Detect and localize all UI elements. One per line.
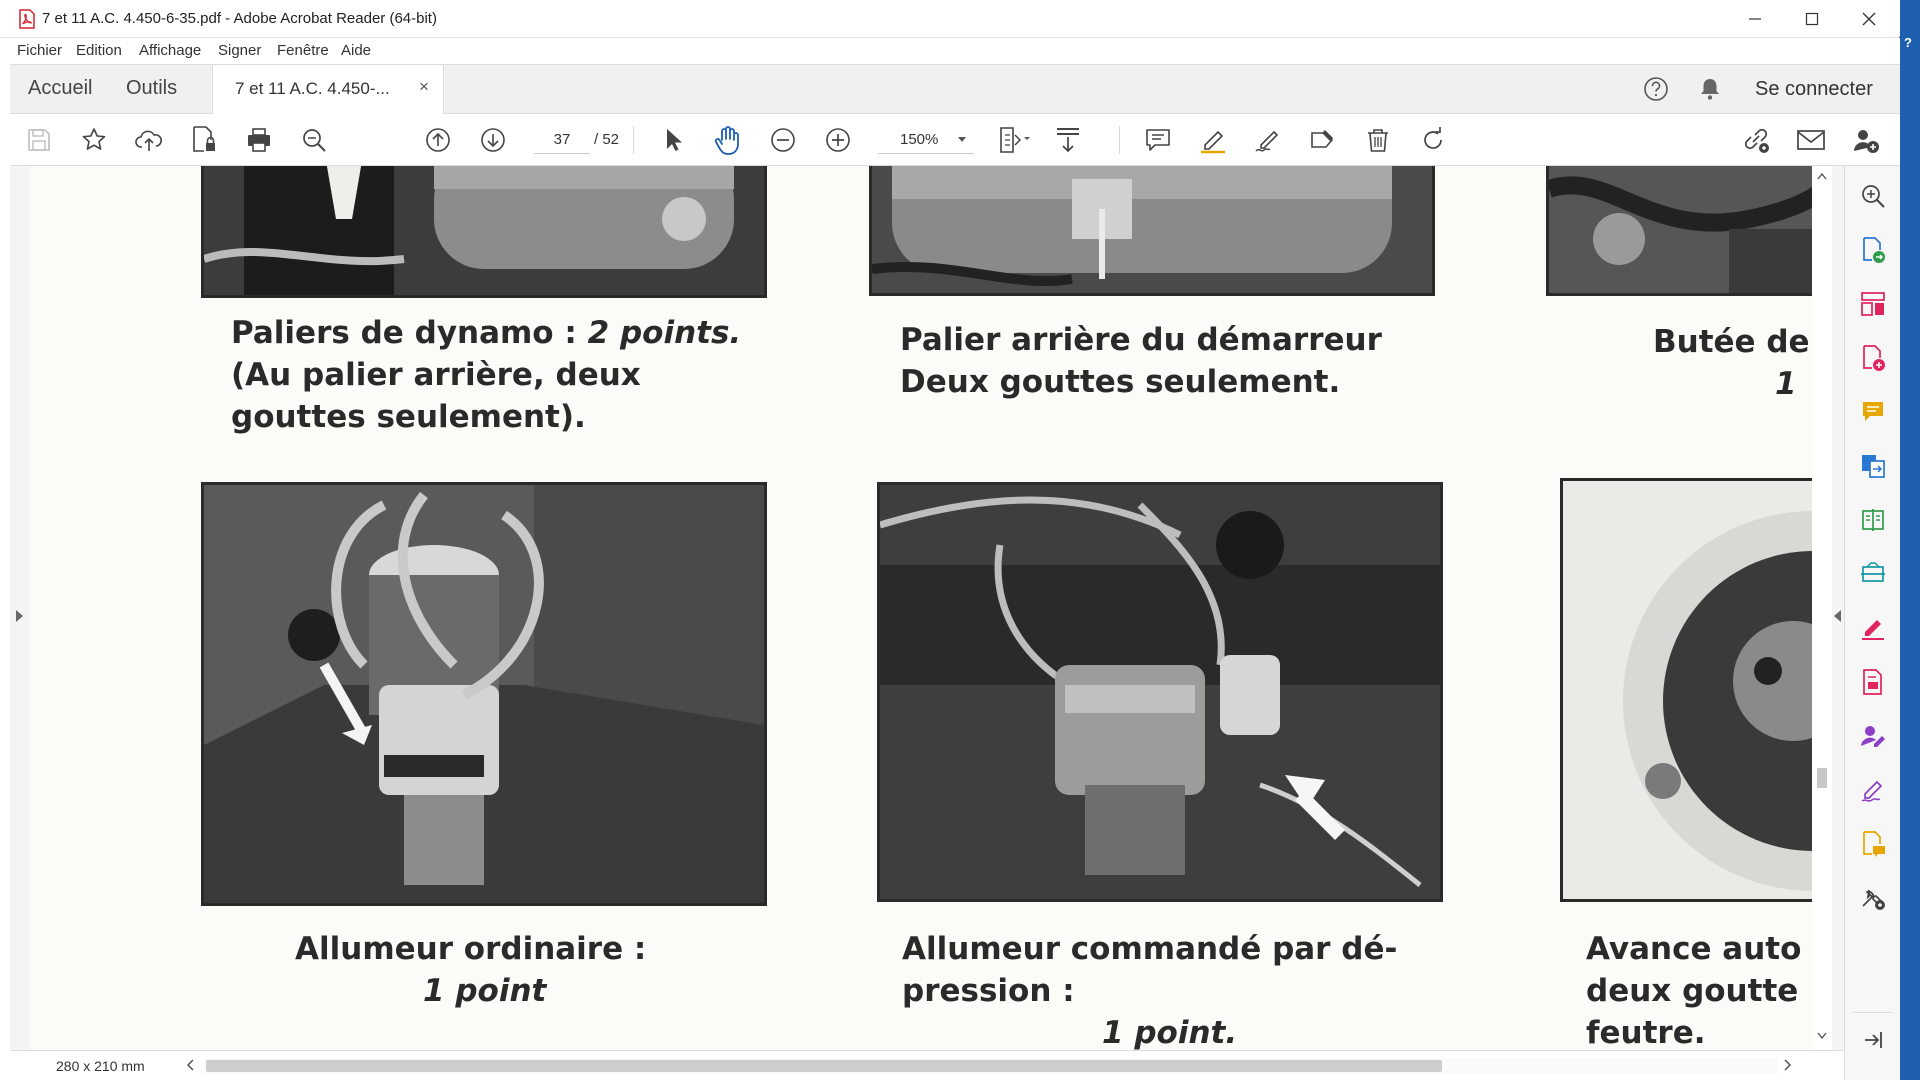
previous-page-icon[interactable]	[421, 123, 455, 157]
window-title: 7 et 11 A.C. 4.450-6-35.pdf - Adobe Acrobat Reader (64-bit)	[42, 10, 437, 27]
caption-dynamo-line3: gouttes seulement).	[231, 399, 586, 435]
scroll-up-icon[interactable]	[1817, 172, 1827, 180]
document-tab-label: 7 et 11 A.C. 4.450-...	[235, 79, 390, 98]
caption-dynamo	[231, 312, 741, 438]
notification-bell-icon[interactable]	[1696, 75, 1724, 103]
page-total: / 52	[594, 131, 620, 148]
close-window-button[interactable]	[1840, 0, 1898, 38]
photo-vacuum-distributor	[877, 482, 1443, 902]
caption-starter-line1: Palier arrière du démarreur	[900, 322, 1382, 358]
caption-ordinary-line1: Allumeur ordinaire :	[295, 931, 647, 967]
tab-accueil[interactable]: Accueil	[28, 77, 93, 99]
add-user-share-icon[interactable]	[1849, 123, 1883, 157]
caption-dynamo-line2: (Au palier arrière, deux	[231, 357, 641, 393]
right-panel-toggle[interactable]	[1832, 166, 1844, 1050]
redact-stamp-icon[interactable]	[1306, 123, 1340, 157]
caption-ordinary-line2: 1 point	[423, 973, 547, 1009]
bookmark-star-icon[interactable]	[77, 123, 111, 157]
caption-starter-line2: Deux gouttes seulement.	[900, 364, 1341, 400]
vertical-scrollbar[interactable]	[1812, 166, 1832, 1050]
caption-vacuum-line1: Allumeur commandé par dé-	[902, 931, 1398, 967]
zoom-out-icon[interactable]	[766, 123, 800, 157]
caption-clutch-line1: Butée de	[1653, 324, 1810, 360]
combine-files-icon[interactable]	[1857, 450, 1889, 482]
horizontal-scroll-thumb[interactable]	[206, 1060, 1442, 1072]
photo-starter	[869, 166, 1435, 296]
fill-sign-icon[interactable]	[1857, 612, 1889, 644]
menu-affichage[interactable]: Affichage	[139, 42, 202, 59]
photo-dynamo	[201, 166, 767, 298]
photo-auto-advance	[1560, 478, 1812, 902]
comment-icon[interactable]	[1857, 396, 1889, 428]
horizontal-scrollbar[interactable]	[178, 1056, 1804, 1076]
scroll-mode-icon[interactable]	[1051, 123, 1085, 157]
comment-icon[interactable]	[1141, 123, 1175, 157]
chevron-down-icon	[958, 137, 966, 142]
desktop-help-icon[interactable]: ?	[1898, 32, 1918, 52]
caption-clutch-line2: 1	[1775, 366, 1797, 402]
tab-document[interactable]	[212, 64, 444, 115]
caption-clutch	[1653, 321, 1810, 405]
caption-advance	[1586, 928, 1801, 1050]
vertical-scroll-thumb[interactable]	[1817, 768, 1827, 788]
caption-advance-line2: deux goutte	[1586, 973, 1799, 1009]
desktop-edge	[1900, 0, 1920, 1080]
share-link-icon[interactable]	[1739, 123, 1773, 157]
edit-pdf-icon[interactable]	[1857, 666, 1889, 698]
menu-fenetre[interactable]: Fenêtre	[277, 42, 329, 59]
next-page-icon[interactable]	[476, 123, 510, 157]
caption-dynamo-line1: Paliers de dynamo :	[231, 315, 588, 351]
minimize-button[interactable]	[1726, 0, 1784, 38]
page-size-label: 280 x 210 mm	[56, 1058, 145, 1074]
organize-pages-icon[interactable]	[1857, 288, 1889, 320]
scroll-right-icon[interactable]	[1784, 1059, 1792, 1071]
help-icon[interactable]	[1642, 75, 1670, 103]
rotate-icon[interactable]	[1416, 123, 1450, 157]
document-viewport[interactable]	[10, 166, 1844, 1050]
chevron-left-icon	[1834, 610, 1841, 622]
tab-outils[interactable]: Outils	[126, 77, 178, 99]
caption-advance-line1: Avance auto	[1586, 931, 1802, 967]
search-zoom-icon[interactable]	[1857, 180, 1889, 212]
main-toolbar	[10, 114, 1900, 166]
maximize-button[interactable]	[1783, 0, 1841, 38]
scan-ocr-icon[interactable]	[1857, 558, 1889, 590]
document-properties-icon[interactable]	[187, 123, 221, 157]
acrobat-pdf-icon	[18, 9, 36, 29]
caption-vacuum	[902, 928, 1397, 1050]
caption-vacuum-line2: pression :	[902, 973, 1075, 1009]
scroll-left-icon[interactable]	[186, 1059, 194, 1071]
email-icon[interactable]	[1794, 123, 1828, 157]
caption-ordinary	[295, 928, 646, 1012]
hand-tool-icon[interactable]	[711, 123, 745, 157]
certificate-sign-icon[interactable]	[1857, 774, 1889, 806]
cloud-upload-icon[interactable]	[132, 123, 166, 157]
delete-trash-icon[interactable]	[1361, 123, 1395, 157]
menu-signer[interactable]: Signer	[218, 42, 262, 59]
fit-page-icon[interactable]	[997, 123, 1031, 157]
pdf-page	[30, 166, 1812, 1050]
menu-edition[interactable]: Edition	[76, 42, 122, 59]
photo-ordinary-distributor	[201, 482, 767, 906]
save-icon[interactable]	[22, 123, 56, 157]
page-number-input[interactable]	[534, 126, 590, 154]
fill-sign-icon[interactable]	[1251, 123, 1285, 157]
export-pdf-icon[interactable]	[1857, 234, 1889, 266]
right-tools-pane	[1844, 166, 1900, 1080]
toolbar-divider	[1119, 126, 1120, 154]
pane-divider	[1853, 1012, 1893, 1013]
zoom-level-value: 150%	[900, 131, 939, 148]
sign-in-button[interactable]: Se connecter	[1755, 78, 1873, 100]
collapse-pane-icon[interactable]	[1857, 1024, 1889, 1056]
left-panel-toggle[interactable]	[10, 166, 30, 1050]
status-bar	[10, 1050, 1844, 1080]
caption-dynamo-points: 2 points.	[587, 315, 742, 351]
title-bar	[0, 0, 1920, 38]
caption-starter	[900, 319, 1382, 403]
create-pdf-icon[interactable]	[1857, 342, 1889, 374]
menu-aide[interactable]: Aide	[341, 42, 372, 59]
toolbar-divider	[633, 126, 634, 154]
more-tools-icon[interactable]	[1857, 882, 1889, 914]
menu-bar	[0, 38, 1900, 64]
caption-vacuum-line3: 1 point.	[1102, 1015, 1238, 1050]
zoom-in-icon[interactable]	[821, 123, 855, 157]
chevron-right-icon	[16, 610, 23, 622]
print-icon[interactable]	[242, 123, 276, 157]
zoom-level-select[interactable]	[878, 126, 974, 154]
highlight-pen-icon[interactable]	[1196, 123, 1230, 157]
send-for-comments-icon[interactable]	[1857, 828, 1889, 860]
photo-clutch	[1546, 166, 1812, 296]
caption-advance-line3: feutre.	[1586, 1015, 1706, 1050]
compare-files-icon[interactable]	[1857, 504, 1889, 536]
scroll-down-icon[interactable]	[1817, 1032, 1827, 1040]
request-signature-icon[interactable]	[1857, 720, 1889, 752]
close-tab-button[interactable]: ×	[419, 77, 429, 96]
select-cursor-icon[interactable]	[656, 123, 690, 157]
menu-fichier[interactable]: Fichier	[17, 42, 63, 59]
tab-bar	[10, 64, 1900, 114]
search-zoom-icon[interactable]	[297, 123, 331, 157]
